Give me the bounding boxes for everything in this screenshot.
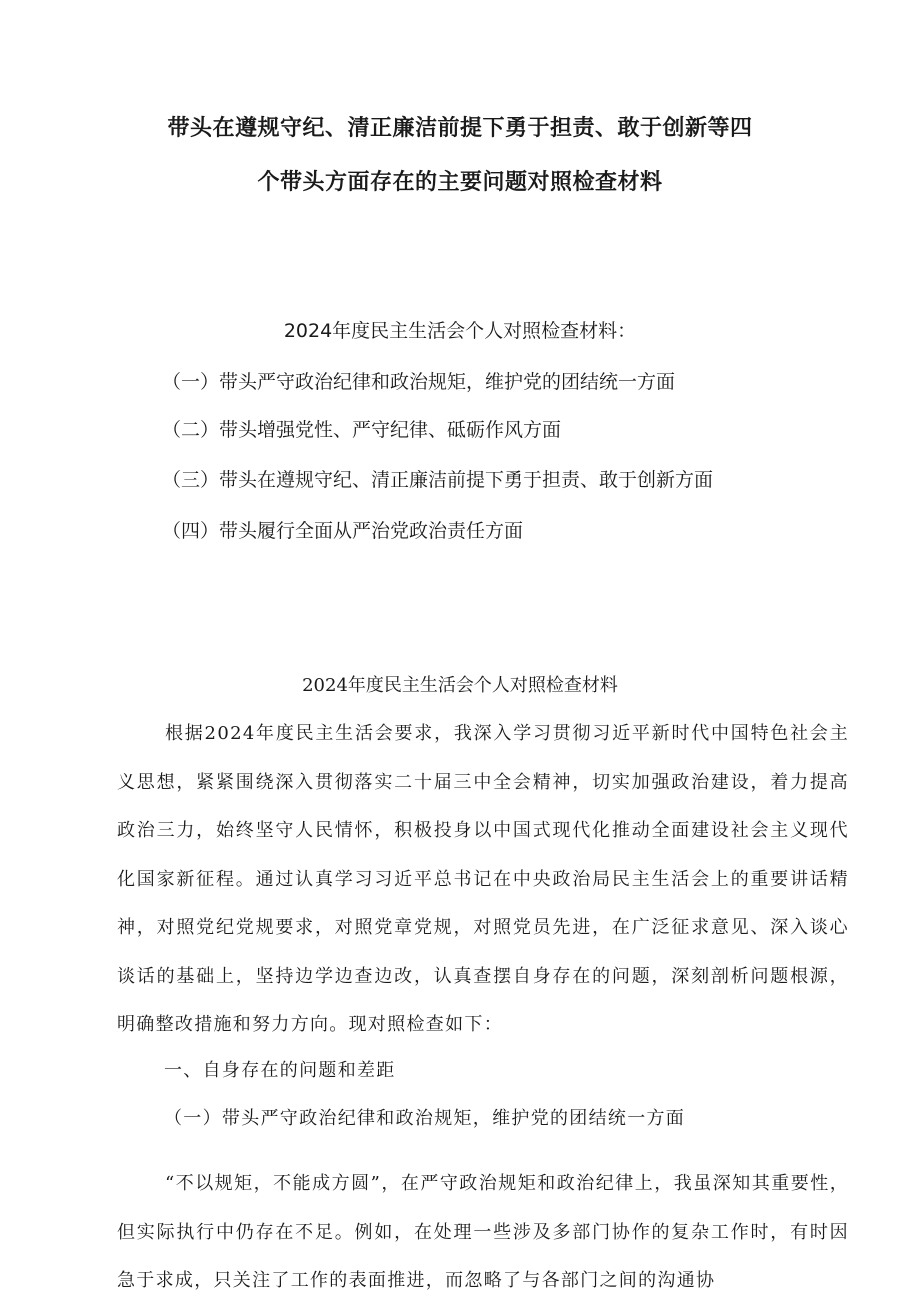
toc-item-1: （一）带头严守政治纪律和政治规矩，维护党的团结统一方面 bbox=[162, 371, 676, 393]
body-heading: 2024年度民主生活会个人对照检查材料 bbox=[302, 675, 618, 696]
toc-item-4: （四）带头履行全面从严治党政治责任方面 bbox=[162, 520, 524, 542]
toc-heading: 2024年度民主生活会个人对照检查材料： bbox=[283, 320, 637, 342]
document-title-line-2: 个带头方面存在的主要问题对照检查材料 bbox=[257, 170, 663, 195]
toc-item-2: （二）带头增强党性、严守纪律、砥砺作风方面 bbox=[162, 419, 562, 441]
toc-item-3: （三）带头在遵规守纪、清正廉洁前提下勇于担责、敢于创新方面 bbox=[162, 469, 714, 491]
section-1-heading: 一、自身存在的问题和差距 bbox=[164, 1060, 396, 1081]
section-1-paragraph: “不以规矩，不能成方圆”，在严守政治规矩和政治纪律上，我虽深知其重要性，但实际执行中仍存在不足。例如，在处理一些涉及多部门协作的复杂工作时，有时因急于求成，只关注了工作的表面推进，而忽略了与各部门之间的沟通协 bbox=[117, 1173, 849, 1291]
subsection-1-heading: （一）带头严守政治纪律和政治规矩，维护党的团结统一方面 bbox=[164, 1108, 686, 1129]
intro-paragraph: 根据2024年度民主生活会要求，我深入学习贯彻习近平新时代中国特色社会主义思想，紧紧围绕深入贯彻落实二十届三中全会精神，切实加强政治建设，着力提高政治三力，始终坚守人民情怀，积极投身以中国式现代化推动全面建设社会主义现代化国家新征程。通过认真学习习近平总书记在中央政治局民主生活会上的重要讲话精神，对照党纪党规要求，对照党章党规，对照党员先进，在广泛征求意见、深入谈心谈话的基础上，坚持边学边查边改，认真查摆自身存在的问题，深刻剖析问题根源，明确整改措施和努力方向。现对照检查如下： bbox=[117, 723, 849, 1035]
document-title-line-1: 带头在遵规守纪、清正廉洁前提下勇于担责、敢于创新等四 bbox=[167, 116, 753, 141]
